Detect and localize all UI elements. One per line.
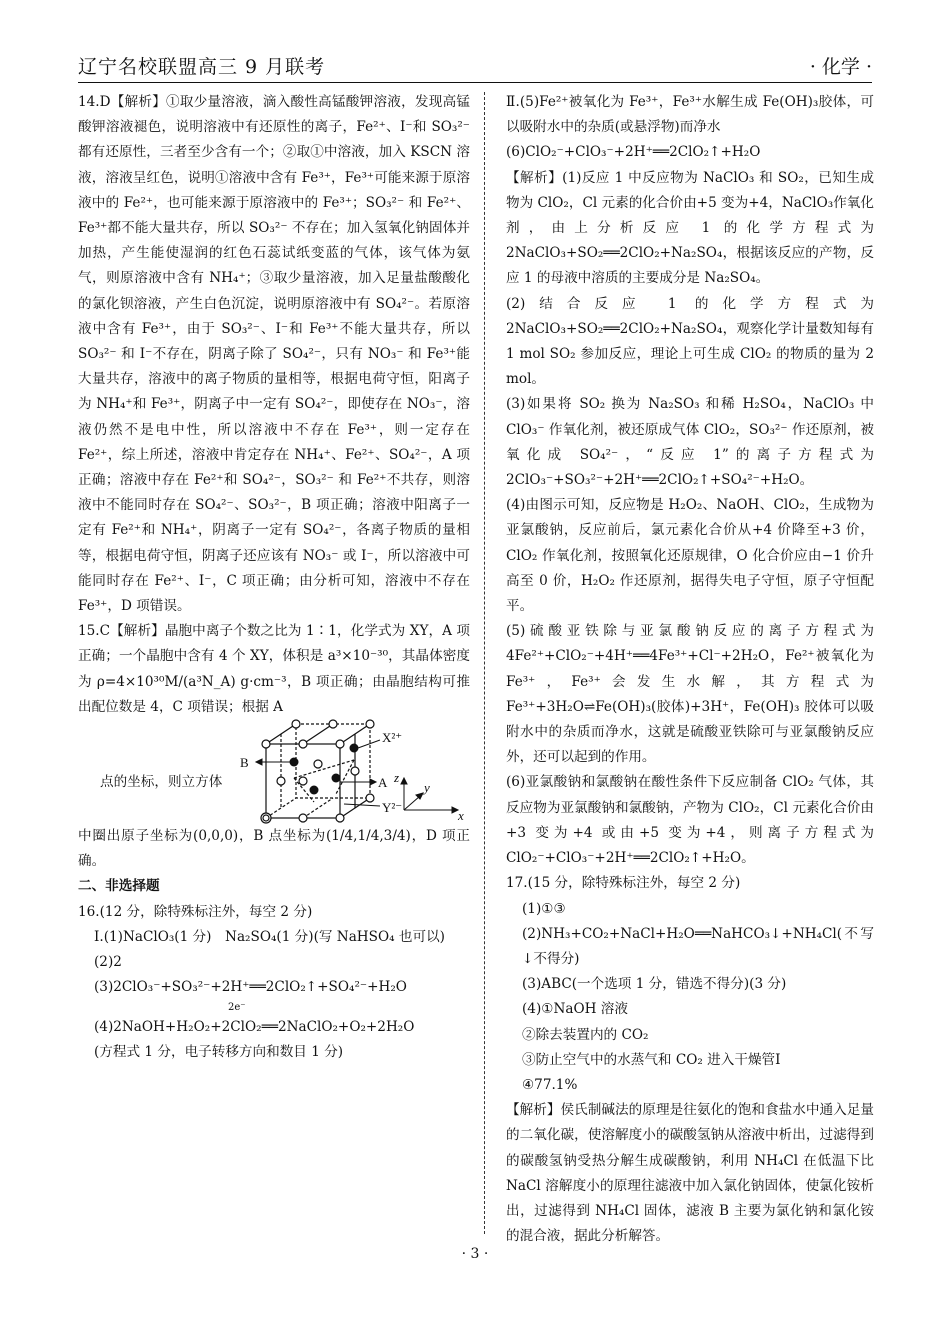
q16-part-3: (3)2ClO₃⁻+SO₃²⁻+2H⁺══2ClO₂↑+SO₄²⁻+H₂O (94, 979, 407, 996)
answer-14: 14.D【解析】①取少量溶液，滴入酸性高锰酸钾溶液，发现高锰酸钾溶液褪色，说明溶液中有还原性的离子，Fe²⁺、I⁻和 SO₃²⁻ 都有还原性，三者至少含有一个；②取①中溶液，加入 KSCN 溶液，溶液呈红色，说明①溶液中含有 Fe³⁺，Fe³⁺可能来源于原溶液中的 Fe²⁺，也可能来源于原溶液中的 Fe³⁺；SO₃²⁻ 和 Fe²⁺、Fe³⁺都不能大量共存，所以 SO₃²⁻ 不存在；加入氢氧化钠固体并加热，产生能使湿润的红色石蕊试纸变蓝的气体，该气体为氨气，则原溶液中含有 NH₄⁺；③取少量溶液，加入足量盐酸酸化的氯化钡溶液，产生白色沉淀，说明原溶液中有 SO₄²⁻。若原溶液中含有 Fe³⁺，由于 SO₃²⁻、I⁻和 Fe³⁺不能大量共存，所以 SO₃²⁻ 和 I⁻不存在，阴离子除了 SO₄²⁻，只有 NO₃⁻ 和 Fe³⁺能大量共存，溶液中的离子物质的量相等，根据电荷守恒，阳离子为 NH₄⁺和 Fe³⁺，阴离子中一定有 SO₄²⁻，即使存在 NO₃⁻，溶液仍然不是电中性，所以溶液中不存在 Fe³⁺，则一定存在 Fe²⁺，综上所述，溶液中肯定存在 NH₄⁺、Fe²⁺、SO₄²⁻，A 项正确；溶液中存在 Fe²⁺和 SO₄²⁻，SO₃²⁻ 和 Fe²⁺不共存，则溶液中不能同时存在 SO₄²⁻、SO₃²⁻，B 项正确；溶液中阳离子一定有 Fe²⁺和 NH₄⁺，阴离子一定有 SO₄²⁻，各离子物质的量相等，根据电荷守恒，阴离子还应该有 NO₃⁻ 或 I⁻，所以溶液中可能同时存在 Fe²⁺、I⁻，C 项正确；由分析可知，溶液中不存在 Fe³⁺，D 项错误。 (78, 94, 471, 615)
figure-inline-text: 点的坐标，则立方体 (100, 774, 223, 791)
q17-header: 17.(15 分，除特殊标注外，每空 2 分) (506, 875, 741, 892)
q17-part-4-3: ③防止空气中的水蒸气和 CO₂ 进入干燥管Ⅰ (522, 1051, 781, 1068)
label-a: A (378, 775, 388, 791)
q17-part-2: (2)NH₃+CO₂+NaCl+H₂O══NaHCO₃↓+NH₄Cl(不写↓不得分) (522, 925, 874, 967)
q16-analysis-5: (5)硫酸亚铁除与亚氯酸钠反应的离子方程式为 4Fe²⁺+ClO₂⁻+4H⁺══4Fe³⁺+Cl⁻+2H₂O，Fe²⁺被氧化为 Fe³⁺，Fe³⁺会发生水解，其方程式为 Fe³⁺+3H₂O⇌Fe(OH)₃(胶体)+3H⁺，Fe(OH)₃ 胶体可以吸附水中的杂质而净水，这就是硫酸亚铁除可与亚氯酸钠反应外，还可以起到的作用。 (506, 623, 874, 766)
q17-analysis: 【解析】侯氏制碱法的原理是往氨化的饱和食盐水中通入足量的二氧化碳，使溶解度小的碳酸氢钠从溶液中析出，过滤得到的碳酸氢钠受热分解生成碳酸钠，利用 NH₄Cl 在低温下比 NaCl 溶解度小的原理往滤液中加入氯化钠固体，使氯化铵析出，过滤得到 NH₄Cl 固体，滤液 B 主要为氯化钠和氯化铵的混合液，据此分析解答。 (506, 1102, 874, 1245)
q16-part-1: Ⅰ.(1)NaClO₃(1 分) Na₂SO₄(1 分)(写 NaHSO₄ 也可以) (94, 928, 445, 945)
label-y2: Y²⁻ (382, 800, 403, 816)
section-title: 二、非选择题 (78, 878, 160, 895)
q16-part-2: (2)2 (94, 954, 122, 971)
atom-b (290, 758, 299, 767)
q17-part-1: (1)①③ (522, 900, 566, 917)
q17-part-4-1: (4)①NaOH 溶液 (522, 1001, 628, 1018)
subject-label: · 化学 · (809, 56, 872, 78)
q16-part-5: Ⅱ.(5)Fe²⁺被氧化为 Fe³⁺，Fe³⁺水解生成 Fe(OH)₃胶体，可以吸附水中的杂质(或悬浮物)而净水 (506, 94, 874, 136)
label-b: B (240, 755, 249, 771)
label-x2: X²⁺ (382, 730, 403, 746)
q16-analysis-1: 【解析】(1)反应 1 中反应物为 NaClO₃ 和 SO₂，已知生成物为 ClO₂，Cl 元素的化合价由+5 变为+4，NaClO₃作氧化剂，由上分析反应 1 的化学方程式为 2NaClO₃+SO₂══2ClO₂+Na₂SO₄，根据该反应的产物，反应 1 的母液中溶质的主要成分是 Na₂SO₄。 (506, 169, 874, 287)
q16-part-4: (4)2NaOH+H₂O₂+2ClO₂══2NaClO₂+O₂+2H₂O (94, 1018, 415, 1035)
q16-analysis-2: (2)结合反应 1 的化学方程式为 2NaClO₃+SO₂══2ClO₂+Na₂SO₄，观察化学计量数知每有 1 mol SO₂ 参加反应，理论上可生成 ClO₂ 的物质的量为 2 mol。 (506, 295, 874, 388)
q16-part-6: (6)ClO₂⁻+ClO₃⁻+2H⁺══2ClO₂↑+H₂O (506, 144, 761, 161)
axis-z-label: z (394, 770, 400, 786)
axis-y-label: y (424, 780, 430, 796)
q17-part-4-4: ④77.1% (522, 1076, 578, 1093)
page-number: · 3 · (461, 1246, 489, 1262)
q16-part-4-note: (方程式 1 分，电子转移方向和数目 1 分) (94, 1043, 344, 1060)
q16-analysis-6: (6)亚氯酸钠和氯酸钠在酸性条件下反应制备 ClO₂ 气体，其反应物为亚氯酸钠和氯酸钠，产物为 ClO₂，Cl 元素化合价由+3 变为+4 或由+5 变为+4，则离子方程式为 ClO₂⁻+ClO₃⁻+2H⁺══2ClO₂↑+H₂O。 (506, 774, 874, 867)
column-divider (484, 92, 485, 1234)
q17-part-3: (3)ABC(一个选项 1 分，错选不得分)(3 分) (522, 976, 787, 993)
answer-15: 15.C【解析】晶胞中离子个数之比为 1∶1，化学式为 XY，A 项正确；一个晶胞中含有 4 个 XY，体积是 a³×10⁻³⁰，其晶体密度为 ρ=4×10³⁰M/(a³N_A) g·cm⁻³，B 项正确；由晶胞结构可推出配位数是 4，C 项错误；根据 A (78, 623, 470, 715)
header-rule (78, 82, 872, 83)
axis-x-label: x (458, 808, 464, 824)
electron-transfer-label: 2e⁻ (228, 1001, 246, 1013)
answer-15-continued: 中圈出原子坐标为(0,0,0)，B 点坐标为(1/4,1/4,3/4)，D 项正确。 (78, 828, 470, 870)
crystal-figure-row (78, 720, 470, 824)
q16-header: 16.(12 分，除特殊标注外，每空 2 分) (78, 903, 313, 920)
page-header (78, 52, 872, 80)
unit-cell-diagram (240, 720, 470, 824)
q16-analysis-3: (3)如果将 SO₂ 换为 Na₂SO₃ 和稀 H₂SO₄，NaClO₃ 中 ClO₃⁻ 作氧化剂，被还原成气体 ClO₂，SO₃²⁻ 作还原剂，被氧化成 SO₄²⁻，“反应 1”的离子方程式为 2ClO₃⁻+SO₃²⁻+2H⁺══2ClO₂↑+SO₄²⁻+H₂O。 (506, 396, 874, 489)
q17-part-4-2: ②除去装置内的 CO₂ (522, 1026, 649, 1043)
exam-title: 辽宁名校联盟高三 9 月联考 (78, 56, 326, 78)
left-column (78, 90, 470, 1065)
q16-analysis-4: (4)由图示可知，反应物是 H₂O₂、NaOH、ClO₂，生成物为亚氯酸钠，反应前后，氯元素化合价从+4 价降至+3 价，ClO₂ 作氧化剂，按照氧化还原规律，O 化合价应由−1 价升高至 0 价，H₂O₂ 作还原剂，据得失电子守恒，原子守恒配平。 (506, 497, 874, 615)
right-column (506, 90, 874, 1249)
